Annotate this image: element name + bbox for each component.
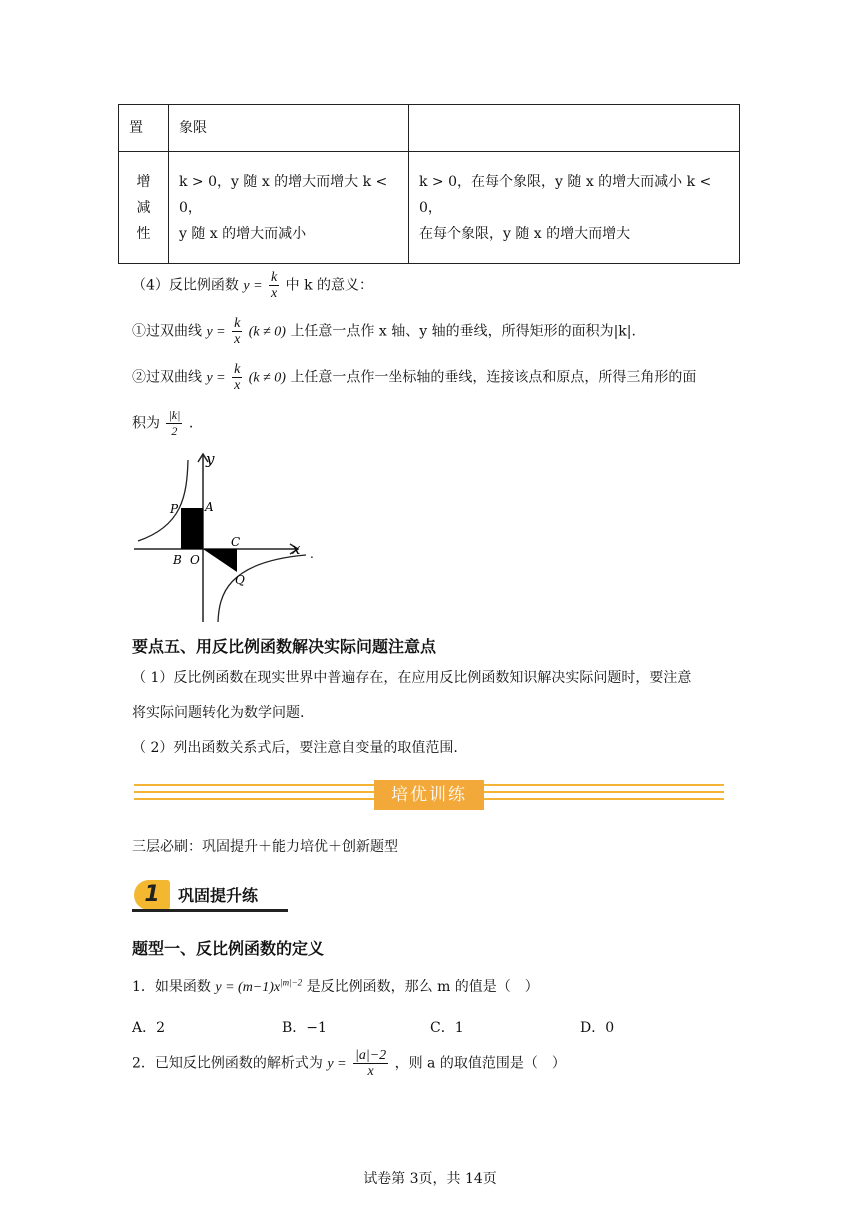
table-cell [169,152,409,264]
text: ②过双曲线 [132,369,202,386]
option-a[interactable]: A．2 [132,1020,166,1036]
frac-den: x [367,1064,374,1079]
cell-line: y 随 x 的增大而减小 [179,225,307,242]
frac-den: x [234,378,241,393]
frac-den: 2 [171,424,178,438]
fraction [269,270,279,301]
table-cell [409,105,740,152]
text: 是反比例函数，那么 m 的值是（ ） [306,979,539,995]
property-table [118,104,740,264]
fraction [166,408,182,439]
frac-num: |a|−2 [355,1048,387,1063]
formula: y = [243,278,263,294]
formula: y = [327,1056,347,1072]
table-cell: 置 [119,105,169,152]
label-P: P [170,502,179,516]
meaning-item1 [132,316,636,347]
condition: (k ≠ 0) [248,370,286,386]
rectangle-region [181,508,203,549]
label-dot: . [310,547,314,561]
cell-char: 减 [136,199,151,216]
hyperbola-branch-upper [138,460,188,541]
frac-num: k [234,362,241,377]
question-2 [132,1048,566,1079]
option-b[interactable]: B．−1 [282,1020,327,1036]
fraction [353,1048,388,1079]
text: 积为 [132,415,160,432]
label-Q: Q [235,573,245,587]
cell-line: k > 0，y 随 x 的增大而增大 k < 0， [179,173,388,216]
meaning-item2 [132,362,696,393]
paragraph: 将实际问题转化为数学问题. [132,705,305,721]
triangle-region [203,549,237,572]
text: 中 k 的意义： [285,277,374,294]
label-B: B [173,553,182,567]
frac-num: k [271,270,278,285]
frac-num: |k| [168,408,181,422]
level-badge [132,880,288,914]
text: 上任意一点作 x 轴、y 轴的垂线，所得矩形的面积为|k|. [290,323,636,340]
label-O: O [190,553,200,567]
fraction [232,316,242,347]
label-A: A [205,500,214,514]
table-row [119,152,740,264]
text: ，则 a 的取值范围是（ ） [394,1055,566,1072]
paragraph: （ 1）反比例函数在现实世界中普遍存在，在应用反比例函数知识解决实际问题时，要注意 [132,670,692,686]
paragraph: （ 2）列出函数关系式后，要注意自变量的取值范围. [132,740,458,756]
label-y: y [206,450,215,468]
page-footer: 试卷第 3页，共 14页 [363,1171,497,1187]
cell-line: k > 0，在每个象限，y 随 x 的增大而减小 k < 0， [419,173,712,216]
label-C: C [231,535,241,549]
table-cell: 象限 [169,105,409,152]
type-heading: 题型一、反比例函数的定义 [132,939,325,958]
question-1 [132,976,539,996]
text: . [188,415,194,432]
fraction [232,362,242,393]
table-row [119,105,740,152]
hyperbola-figure [130,446,330,626]
meaning-item4 [132,270,373,301]
frac-den: x [271,286,278,301]
cell-line: 在每个象限，y 随 x 的增大而增大 [419,225,631,242]
text: 上任意一点作一坐标轴的垂线，连接该点和原点，所得三角形的面 [290,369,697,386]
meaning-item2-cont [132,408,193,439]
table-cell-monotonicity [119,152,169,264]
section-heading: 要点五、用反比例函数解决实际问题注意点 [132,637,437,656]
badge-underline [132,909,288,912]
cell-char: 性 [136,225,151,242]
option-c[interactable]: C．1 [430,1020,464,1036]
condition: (k ≠ 0) [248,324,286,340]
formula: y = [206,370,226,386]
frac-num: k [234,316,241,331]
option-d[interactable]: D．0 [580,1020,615,1036]
formula: y = [206,324,226,340]
label-x: x [292,540,301,558]
badge-label: 巩固提升练 [178,886,259,905]
text: （4）反比例函数 [132,277,239,294]
intro-text: 三层必刷：巩固提升＋能力培优＋创新题型 [132,839,398,855]
frac-den: x [234,332,241,347]
badge-number: 1 [134,880,170,910]
table-cell [409,152,740,264]
text: ①过双曲线 [132,323,202,340]
banner-title: 培优训练 [374,780,484,810]
formula-exponent: |m|−2 [280,977,303,988]
text: 2．已知反比例函数的解析式为 [132,1055,323,1072]
cell-char: 增 [136,173,151,190]
text: 1．如果函数 [132,979,211,995]
formula: y = (m−1)x [215,980,281,995]
